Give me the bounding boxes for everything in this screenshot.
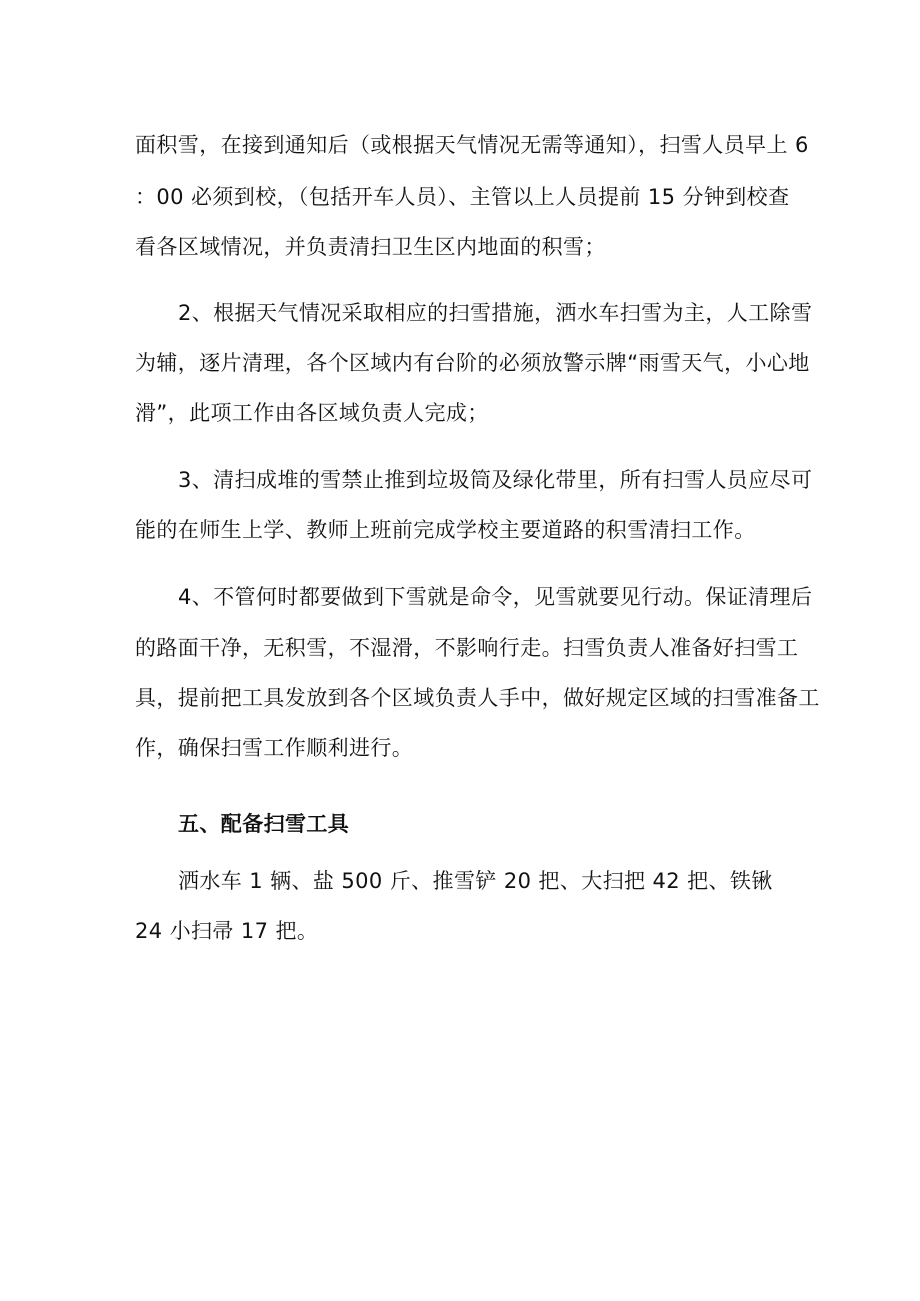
- paragraph-4-line-3: 具，提前把工具发放到各个区域负责人手中，做好规定区域的扫雪准备工: [135, 686, 820, 710]
- paragraph-2-line-3: 滑”，此项工作由各区域负责人完成；: [135, 401, 489, 425]
- paragraph-3-line-1: 3、清扫成堆的雪禁止推到垃圾筒及绿化带里，所有扫雪人员应尽可: [178, 468, 813, 492]
- paragraph-1-line-1: 面积雪，在接到通知后（或根据天气情况无需等通知），扫雪人员早上 6: [135, 133, 809, 157]
- paragraph-4-line-4: 作，确保扫雪工作顺利进行。: [135, 736, 414, 760]
- paragraph-2-line-1: 2、根据天气情况采取相应的扫雪措施，洒水车扫雪为主，人工除雪: [178, 301, 813, 325]
- section-line-2: 24 小扫帚 17 把。: [135, 919, 319, 943]
- paragraph-3-line-2: 能的在师生上学、教师上班前完成学校主要道路的积雪清扫工作。: [135, 518, 756, 542]
- paragraph-4-line-2: 的路面干净，无积雪，不湿滑，不影响行走。扫雪负责人准备好扫雪工: [135, 636, 799, 660]
- section-line-1: 洒水车 1 辆、盐 500 斤、推雪铲 20 把、大扫把 42 把、铁锹: [178, 869, 773, 893]
- section-heading: 五、配备扫雪工具: [178, 812, 350, 836]
- paragraph-4-line-1: 4、不管何时都要做到下雪就是命令，见雪就要见行动。保证清理后: [178, 585, 813, 609]
- paragraph-1-line-2: ：00 必须到校，（包括开车人员）、主管以上人员提前 15 分钟到校查: [135, 185, 790, 209]
- paragraph-2-line-2: 为辅，逐片清理，各个区域内有台阶的必须放警示牌“雨雪天气，小心地: [135, 351, 810, 375]
- paragraph-1-line-3: 看各区域情况，并负责清扫卫生区内地面的积雪；: [135, 235, 606, 259]
